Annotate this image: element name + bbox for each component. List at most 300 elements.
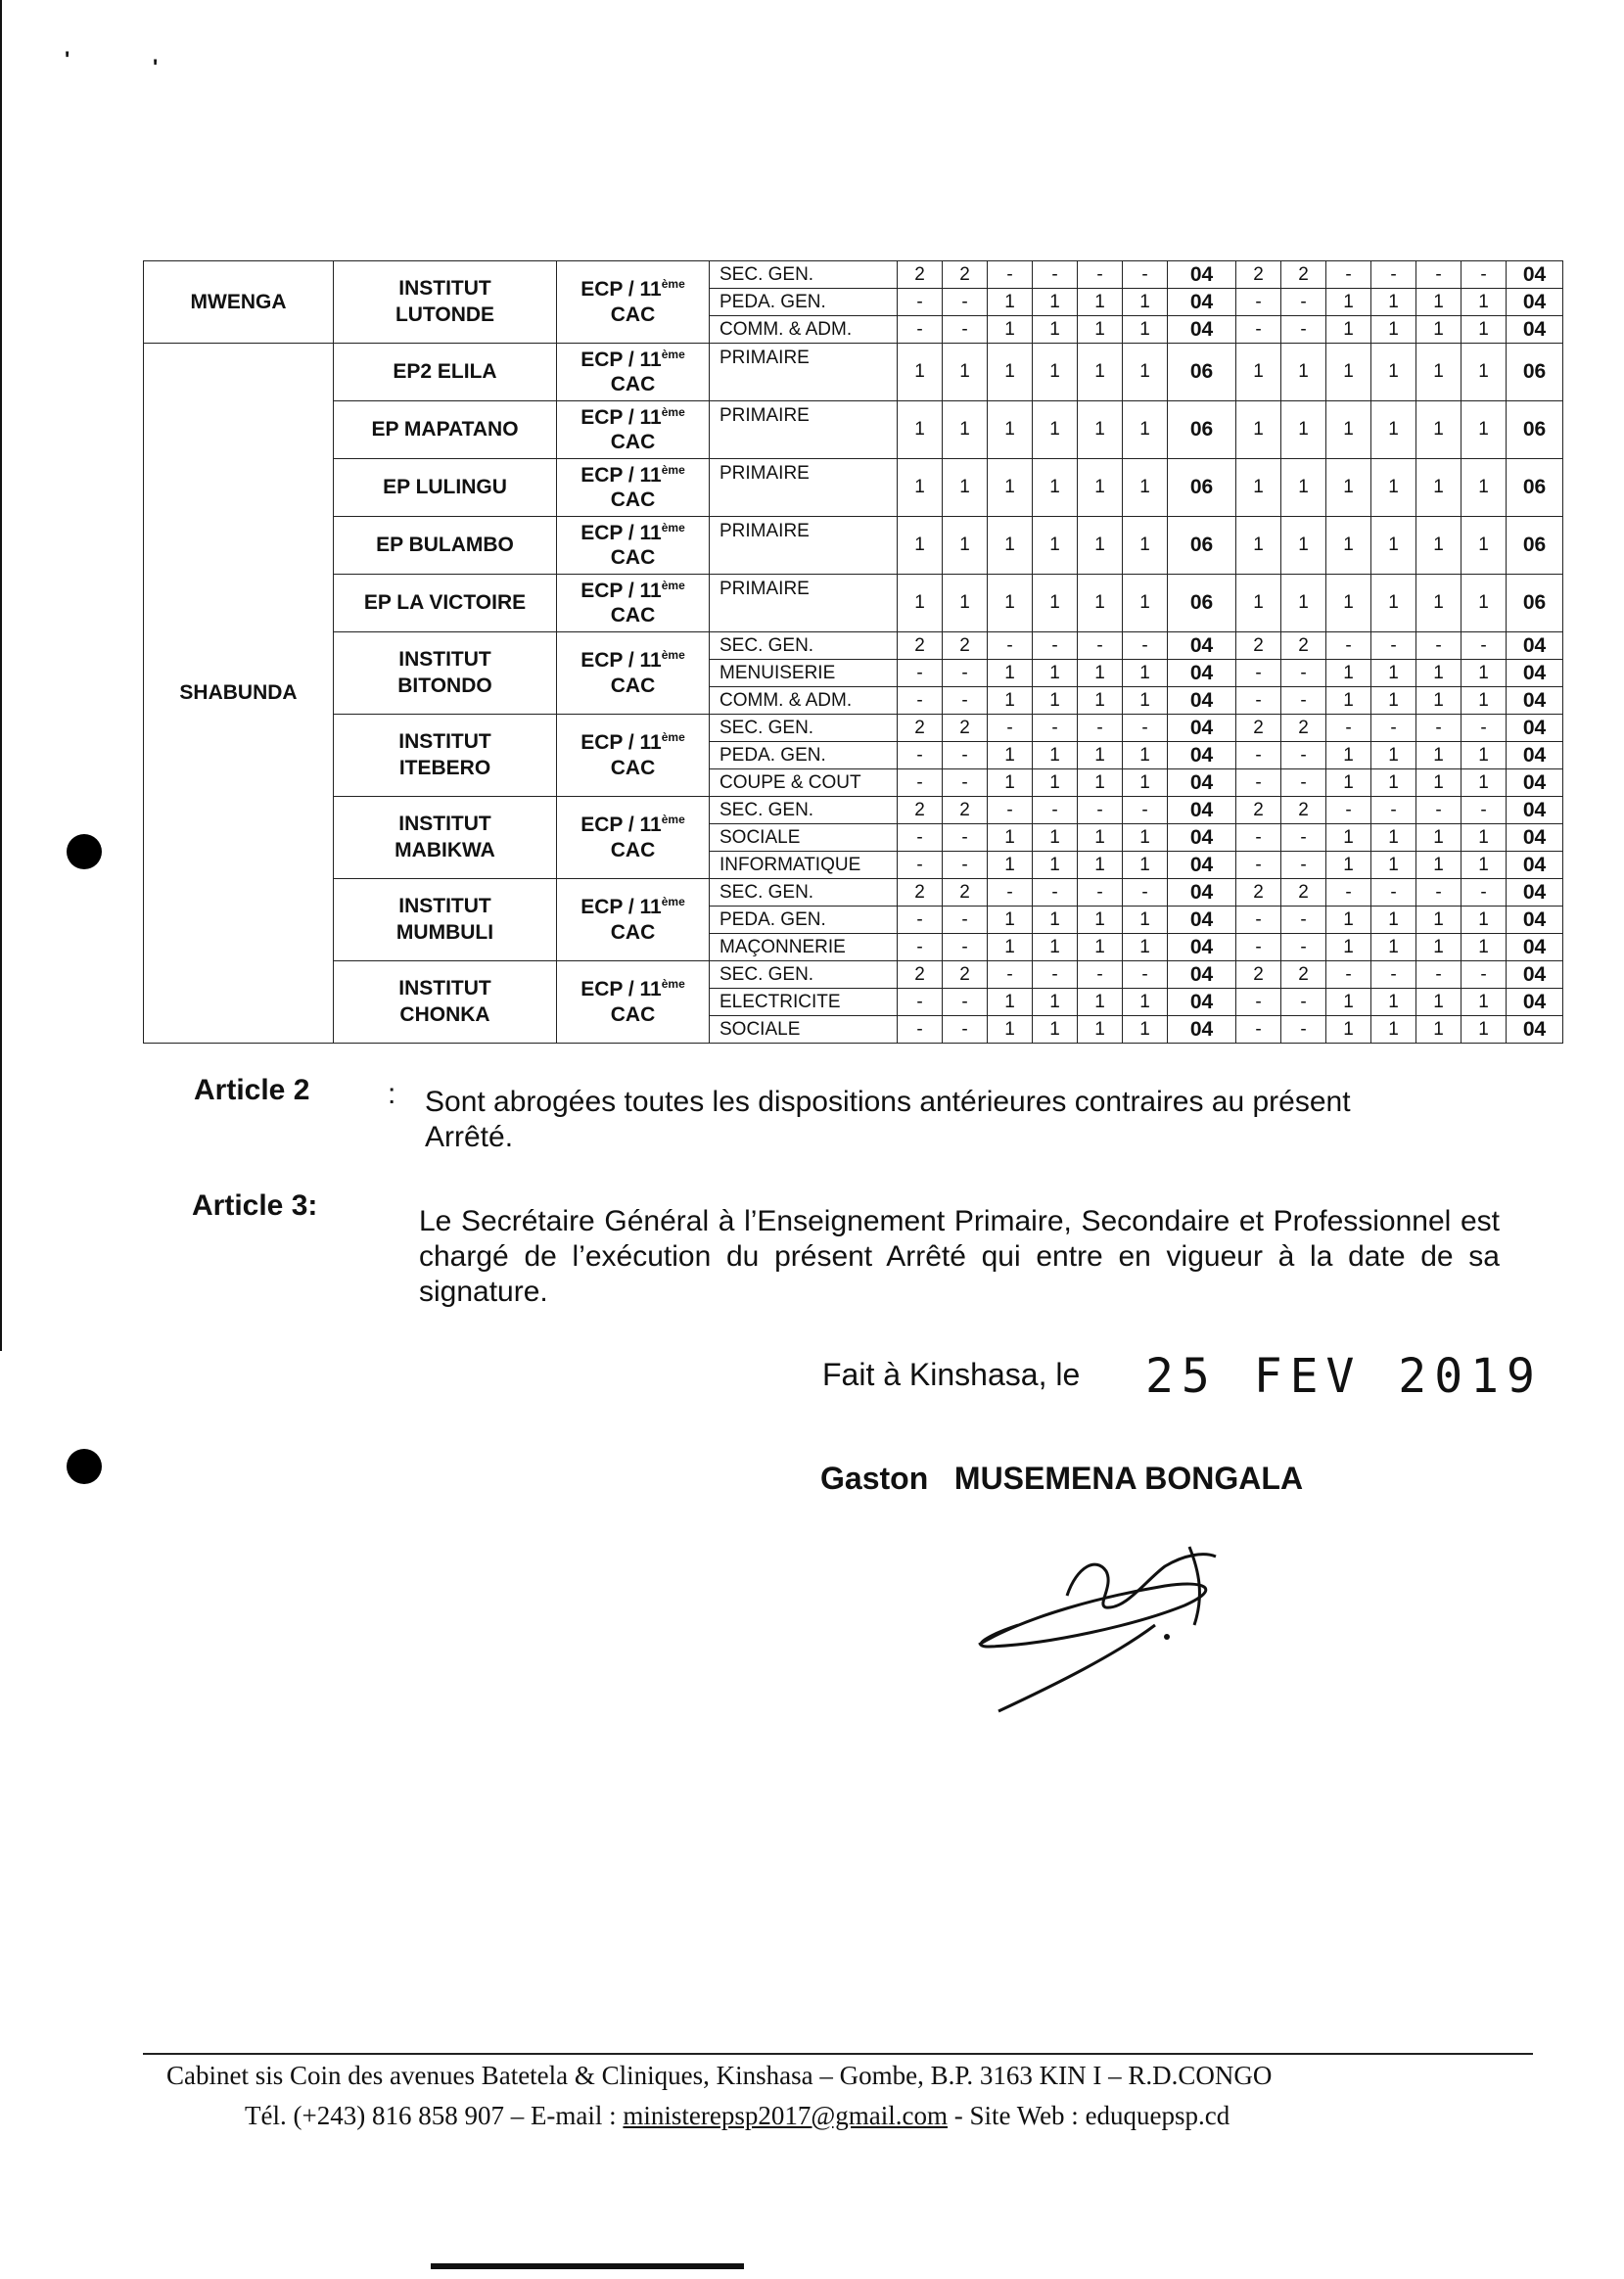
school-name-cell	[334, 715, 557, 797]
count-cell: 1	[1416, 769, 1462, 797]
count-cell: -	[1371, 797, 1416, 824]
count-cell: 1	[1462, 316, 1507, 344]
count-cell: 1	[1281, 401, 1326, 459]
count-cell: -	[898, 907, 943, 934]
class-superscript: ème	[661, 730, 685, 745]
count-cell: 2	[1236, 632, 1281, 660]
count-cell: 1	[1236, 517, 1281, 575]
class-superscript: ème	[661, 977, 685, 992]
count-cell: 2	[943, 961, 988, 989]
count-cell: 1	[1078, 344, 1123, 401]
count-cell: 1	[1326, 934, 1371, 961]
count-cell: 1	[1078, 660, 1123, 687]
count-cell: -	[1281, 687, 1326, 715]
count-cell: 1	[1462, 289, 1507, 316]
count-cell: 1	[988, 907, 1033, 934]
count-cell: -	[1326, 879, 1371, 907]
count-cell: 1	[898, 344, 943, 401]
school-name-line: ITEBERO	[398, 756, 491, 779]
table-row	[144, 401, 1563, 459]
count-cell: 2	[898, 797, 943, 824]
count-cell: 1	[1033, 742, 1078, 769]
date-stamp: 25 FEV 2019	[1145, 1349, 1543, 1404]
count-cell: -	[1371, 632, 1416, 660]
count-cell: -	[1371, 961, 1416, 989]
count-cell: -	[1462, 961, 1507, 989]
class-sub-label: CAC	[610, 488, 656, 511]
count-cell: 1	[1033, 687, 1078, 715]
option-cell: PRIMAIRE	[710, 401, 898, 459]
count-cell: 1	[1078, 989, 1123, 1016]
count-cell: 1	[1371, 769, 1416, 797]
count-cell: -	[1236, 907, 1281, 934]
count-cell: 1	[1281, 344, 1326, 401]
count-cell: 2	[1236, 715, 1281, 742]
count-cell: 1	[1416, 742, 1462, 769]
count-cell: -	[943, 852, 988, 879]
count-cell: 2	[898, 261, 943, 289]
count-cell: -	[1326, 632, 1371, 660]
total-cell: 04	[1168, 1016, 1236, 1044]
school-name-cell	[334, 344, 557, 401]
count-cell: -	[1033, 797, 1078, 824]
class-cell	[557, 879, 710, 961]
count-cell: -	[1123, 879, 1168, 907]
article-2-text: Sont abrogées toutes les dispositions antérieures contraires au présent Arrêté.	[425, 1086, 1351, 1153]
count-cell: 1	[1281, 459, 1326, 517]
count-cell: 1	[898, 459, 943, 517]
count-cell: -	[1281, 989, 1326, 1016]
count-cell: 1	[1371, 1016, 1416, 1044]
class-cell	[557, 344, 710, 401]
count-cell: 1	[1326, 852, 1371, 879]
count-cell: 1	[1462, 1016, 1507, 1044]
class-superscript: ème	[661, 895, 685, 909]
bottom-scan-bar	[431, 2263, 744, 2269]
count-cell: 1	[1371, 575, 1416, 632]
total-cell: 04	[1168, 687, 1236, 715]
handwritten-signature	[959, 1527, 1312, 1713]
count-cell: 1	[1078, 852, 1123, 879]
count-cell: -	[988, 261, 1033, 289]
count-cell: 2	[1281, 879, 1326, 907]
class-sub-label: CAC	[610, 674, 656, 697]
total-cell: 04	[1168, 261, 1236, 289]
table-row	[144, 517, 1563, 575]
class-label: ECP / 11	[580, 814, 662, 837]
table-row	[144, 715, 1563, 742]
school-name-line: INSTITUT	[398, 895, 491, 918]
count-cell: 1	[1416, 289, 1462, 316]
class-cell	[557, 961, 710, 1044]
option-cell: SEC. GEN.	[710, 797, 898, 824]
count-cell: 1	[1078, 769, 1123, 797]
total-cell: 06	[1507, 575, 1563, 632]
count-cell: 1	[1033, 660, 1078, 687]
count-cell: 1	[1033, 316, 1078, 344]
count-cell: 1	[1371, 687, 1416, 715]
count-cell: 1	[1371, 660, 1416, 687]
count-cell: -	[1078, 879, 1123, 907]
count-cell: -	[1416, 715, 1462, 742]
total-cell: 04	[1168, 934, 1236, 961]
total-cell: 04	[1168, 715, 1236, 742]
count-cell: -	[1123, 715, 1168, 742]
count-cell: -	[1236, 934, 1281, 961]
total-cell: 04	[1168, 824, 1236, 852]
class-superscript: ème	[661, 277, 685, 292]
count-cell: 1	[1416, 344, 1462, 401]
count-cell: 1	[1078, 934, 1123, 961]
total-cell: 04	[1507, 797, 1563, 824]
count-cell: -	[898, 852, 943, 879]
count-cell: -	[1371, 879, 1416, 907]
count-cell: -	[1078, 261, 1123, 289]
total-cell: 06	[1168, 344, 1236, 401]
count-cell: -	[898, 660, 943, 687]
count-cell: -	[1033, 879, 1078, 907]
count-cell: -	[943, 934, 988, 961]
total-cell: 04	[1507, 742, 1563, 769]
count-cell: 2	[943, 261, 988, 289]
count-cell: 1	[1236, 401, 1281, 459]
count-cell: 1	[1033, 1016, 1078, 1044]
count-cell: 1	[943, 459, 988, 517]
count-cell: -	[1236, 660, 1281, 687]
class-cell	[557, 459, 710, 517]
count-cell: 1	[1123, 687, 1168, 715]
count-cell: 1	[898, 401, 943, 459]
count-cell: 1	[1462, 907, 1507, 934]
count-cell: -	[1033, 961, 1078, 989]
count-cell: 1	[1033, 575, 1078, 632]
school-name-line: INSTITUT	[398, 813, 491, 836]
count-cell: 2	[1281, 797, 1326, 824]
table-row	[144, 261, 1563, 289]
count-cell: 1	[1033, 907, 1078, 934]
count-cell: -	[1281, 289, 1326, 316]
count-cell: -	[898, 742, 943, 769]
class-superscript: ème	[661, 404, 685, 419]
count-cell: 1	[1371, 907, 1416, 934]
class-label: ECP / 11	[580, 348, 662, 371]
count-cell: 1	[988, 401, 1033, 459]
count-cell: 1	[1371, 989, 1416, 1016]
count-cell: 1	[1326, 575, 1371, 632]
option-cell: PRIMAIRE	[710, 344, 898, 401]
count-cell: 1	[1033, 934, 1078, 961]
count-cell: 1	[1033, 852, 1078, 879]
count-cell: -	[898, 1016, 943, 1044]
total-cell: 04	[1507, 934, 1563, 961]
count-cell: 1	[988, 344, 1033, 401]
count-cell: 1	[1326, 289, 1371, 316]
count-cell: -	[1078, 715, 1123, 742]
count-cell: -	[1236, 1016, 1281, 1044]
count-cell: 1	[1078, 824, 1123, 852]
total-cell: 06	[1507, 401, 1563, 459]
count-cell: 1	[1078, 1016, 1123, 1044]
class-sub-label: CAC	[610, 302, 656, 326]
count-cell: 1	[1326, 687, 1371, 715]
count-cell: -	[898, 769, 943, 797]
school-name-cell	[334, 797, 557, 879]
signer-name: Gaston MUSEMENA BONGALA	[820, 1461, 1304, 1496]
total-cell: 04	[1168, 961, 1236, 989]
class-superscript: ème	[661, 462, 685, 477]
school-name-line: EP2 ELILA	[393, 359, 497, 383]
count-cell: 1	[1326, 769, 1371, 797]
count-cell: 1	[988, 1016, 1033, 1044]
count-cell: 1	[1416, 575, 1462, 632]
count-cell: 2	[898, 632, 943, 660]
class-cell	[557, 715, 710, 797]
count-cell: 1	[988, 989, 1033, 1016]
count-cell: 1	[1123, 907, 1168, 934]
footer-email-link[interactable]: ministerepsp2017@gmail.com	[623, 2101, 948, 2130]
count-cell: 1	[1416, 907, 1462, 934]
class-label: ECP / 11	[580, 579, 662, 602]
total-cell: 04	[1507, 824, 1563, 852]
count-cell: -	[1281, 852, 1326, 879]
count-cell: -	[1281, 934, 1326, 961]
punch-hole	[67, 834, 102, 869]
count-cell: 1	[1371, 289, 1416, 316]
count-cell: 1	[988, 316, 1033, 344]
table-row	[144, 575, 1563, 632]
count-cell: -	[1416, 961, 1462, 989]
option-cell: PEDA. GEN.	[710, 907, 898, 934]
count-cell: 1	[1371, 824, 1416, 852]
class-label: ECP / 11	[580, 731, 662, 755]
total-cell: 06	[1507, 459, 1563, 517]
count-cell: 1	[1123, 989, 1168, 1016]
count-cell: 1	[1462, 401, 1507, 459]
count-cell: -	[1281, 907, 1326, 934]
count-cell: 1	[1326, 517, 1371, 575]
class-cell	[557, 261, 710, 344]
count-cell: 1	[1033, 989, 1078, 1016]
count-cell: -	[1236, 289, 1281, 316]
count-cell: 1	[1416, 660, 1462, 687]
footer-contact: Tél. (+243) 816 858 907 – E-mail : ministerepsp2017@gmail.com - Site Web : eduquepsp.cd	[245, 2101, 1230, 2130]
count-cell: -	[1281, 769, 1326, 797]
count-cell: -	[1416, 879, 1462, 907]
count-cell: -	[1281, 824, 1326, 852]
total-cell: 04	[1507, 316, 1563, 344]
total-cell: 06	[1168, 401, 1236, 459]
count-cell: 1	[1078, 907, 1123, 934]
count-cell: 2	[898, 879, 943, 907]
count-cell: -	[1462, 261, 1507, 289]
district-cell: SHABUNDA	[144, 344, 334, 1044]
count-cell: 1	[1326, 660, 1371, 687]
total-cell: 04	[1168, 797, 1236, 824]
count-cell: 1	[1462, 934, 1507, 961]
count-cell: -	[1078, 632, 1123, 660]
count-cell: -	[1462, 797, 1507, 824]
total-cell: 04	[1168, 316, 1236, 344]
total-cell: 04	[1507, 769, 1563, 797]
article-3-text: Le Secrétaire Général à l’Enseignement Primaire, Secondaire et Professionnel est chargé de l’exécution du présent Arrêté qui entre en vigueur à la date de sa signature.	[419, 1205, 1500, 1308]
count-cell: 1	[1416, 459, 1462, 517]
count-cell: 1	[1123, 459, 1168, 517]
class-sub-label: CAC	[610, 1002, 656, 1026]
total-cell: 04	[1168, 879, 1236, 907]
scan-mark: '	[153, 55, 159, 79]
total-cell: 04	[1168, 907, 1236, 934]
class-label: ECP / 11	[580, 405, 662, 429]
class-superscript: ème	[661, 347, 685, 361]
count-cell: -	[943, 989, 988, 1016]
count-cell: -	[1281, 742, 1326, 769]
count-cell: -	[988, 879, 1033, 907]
count-cell: 1	[1033, 459, 1078, 517]
school-name-line: CHONKA	[399, 1002, 490, 1026]
total-cell: 04	[1507, 261, 1563, 289]
count-cell: 1	[1326, 824, 1371, 852]
count-cell: -	[1123, 632, 1168, 660]
class-sub-label: CAC	[610, 756, 656, 779]
count-cell: -	[1236, 989, 1281, 1016]
table-row	[144, 879, 1563, 907]
count-cell: 1	[1326, 316, 1371, 344]
table-row	[144, 632, 1563, 660]
count-cell: 1	[1326, 1016, 1371, 1044]
option-cell: PRIMAIRE	[710, 575, 898, 632]
class-cell	[557, 517, 710, 575]
count-cell: 1	[1462, 769, 1507, 797]
count-cell: 1	[1123, 824, 1168, 852]
count-cell: -	[1462, 715, 1507, 742]
count-cell: 1	[1462, 852, 1507, 879]
total-cell: 06	[1168, 575, 1236, 632]
class-sub-label: CAC	[610, 546, 656, 569]
count-cell: -	[1033, 715, 1078, 742]
total-cell: 06	[1507, 517, 1563, 575]
count-cell: -	[988, 961, 1033, 989]
left-margin-line	[0, 0, 2, 1351]
count-cell: 1	[943, 401, 988, 459]
count-cell: -	[1123, 261, 1168, 289]
school-name-line: EP MAPATANO	[371, 417, 519, 441]
total-cell: 04	[1168, 632, 1236, 660]
total-cell: 04	[1507, 289, 1563, 316]
count-cell: 1	[1123, 575, 1168, 632]
option-cell: SEC. GEN.	[710, 961, 898, 989]
school-name-cell	[334, 459, 557, 517]
count-cell: 1	[1416, 687, 1462, 715]
count-cell: -	[1326, 797, 1371, 824]
count-cell: -	[1416, 261, 1462, 289]
school-name-line: LUTONDE	[394, 302, 495, 326]
count-cell: 1	[1416, 517, 1462, 575]
count-cell: 1	[988, 687, 1033, 715]
count-cell: -	[1123, 961, 1168, 989]
total-cell: 04	[1168, 289, 1236, 316]
article-2-label: Article 2	[194, 1074, 310, 1106]
count-cell: -	[988, 632, 1033, 660]
class-sub-label: CAC	[610, 431, 656, 453]
school-name-line: INSTITUT	[398, 730, 491, 754]
school-name-line: INSTITUT	[398, 977, 491, 1000]
count-cell: -	[1326, 715, 1371, 742]
count-cell: 1	[1416, 989, 1462, 1016]
count-cell: 1	[1462, 344, 1507, 401]
count-cell: 1	[898, 517, 943, 575]
count-cell: 1	[1462, 687, 1507, 715]
total-cell: 06	[1168, 459, 1236, 517]
school-name-line: INSTITUT	[398, 277, 491, 301]
school-name-cell	[334, 261, 557, 344]
count-cell: -	[898, 934, 943, 961]
count-cell: 1	[988, 934, 1033, 961]
count-cell: 1	[1371, 316, 1416, 344]
class-superscript: ème	[661, 813, 685, 827]
count-cell: -	[1123, 797, 1168, 824]
count-cell: 1	[1033, 517, 1078, 575]
count-cell: 1	[1326, 989, 1371, 1016]
count-cell: -	[898, 989, 943, 1016]
count-cell: 2	[943, 715, 988, 742]
count-cell: 1	[943, 517, 988, 575]
count-cell: -	[898, 289, 943, 316]
class-label: ECP / 11	[580, 649, 662, 673]
count-cell: 2	[1281, 261, 1326, 289]
school-name-line: INSTITUT	[398, 648, 491, 672]
count-cell: 1	[1078, 742, 1123, 769]
total-cell: 04	[1168, 769, 1236, 797]
count-cell: -	[1326, 961, 1371, 989]
count-cell: -	[1236, 316, 1281, 344]
option-cell: SOCIALE	[710, 1016, 898, 1044]
total-cell: 04	[1507, 1016, 1563, 1044]
option-cell: COMM. & ADM.	[710, 687, 898, 715]
count-cell: 1	[1462, 517, 1507, 575]
class-cell	[557, 401, 710, 459]
count-cell: 1	[1123, 1016, 1168, 1044]
class-label: ECP / 11	[580, 521, 662, 544]
total-cell: 04	[1168, 989, 1236, 1016]
count-cell: 1	[1371, 934, 1416, 961]
count-cell: 2	[943, 879, 988, 907]
count-cell: 1	[1371, 517, 1416, 575]
count-cell: -	[1033, 261, 1078, 289]
class-label: ECP / 11	[580, 278, 662, 302]
count-cell: 1	[1033, 344, 1078, 401]
count-cell: 1	[1416, 824, 1462, 852]
count-cell: 2	[1281, 715, 1326, 742]
count-cell: 1	[1416, 1016, 1462, 1044]
count-cell: 1	[1371, 742, 1416, 769]
count-cell: 1	[1371, 344, 1416, 401]
count-cell: 2	[1281, 632, 1326, 660]
option-cell: INFORMATIQUE	[710, 852, 898, 879]
count-cell: 1	[1236, 459, 1281, 517]
count-cell: 1	[988, 660, 1033, 687]
count-cell: 1	[1123, 517, 1168, 575]
count-cell: 1	[1078, 401, 1123, 459]
count-cell: 1	[988, 289, 1033, 316]
option-cell: ELECTRICITE	[710, 989, 898, 1016]
footer-address: Cabinet sis Coin des avenues Batetela & Cliniques, Kinshasa – Gombe, B.P. 3163 KIN I – R.D.CONGO	[166, 2061, 1273, 2090]
count-cell: 1	[1462, 660, 1507, 687]
count-cell: 1	[1123, 316, 1168, 344]
count-cell: 1	[1371, 459, 1416, 517]
count-cell: 1	[898, 575, 943, 632]
count-cell: -	[943, 742, 988, 769]
count-cell: -	[943, 1016, 988, 1044]
